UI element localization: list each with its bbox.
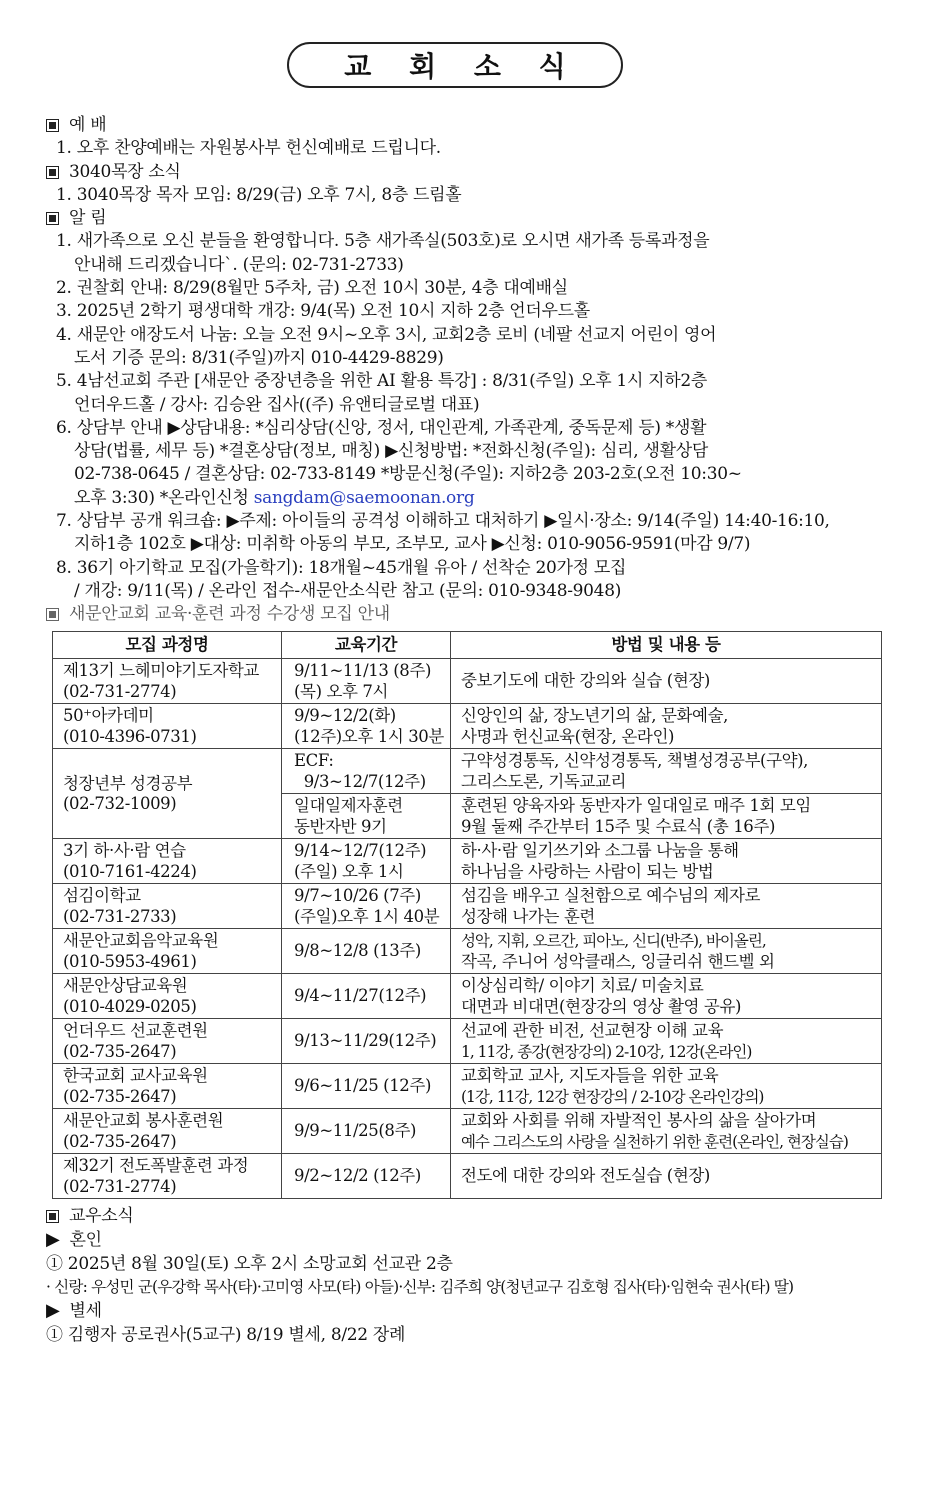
course-content-cell	[450, 704, 881, 749]
course-period-cell	[282, 974, 451, 1019]
course-content-line: 구약성경통독, 신약성경통독, 책별성경공부(구약),	[460, 751, 809, 771]
course-content-line: 교회와 사회를 위해 자발적인 봉사의 삶을 살아가며	[460, 1111, 817, 1131]
course-name-line: (02-735-2647)	[63, 1041, 177, 1061]
course-period-cell	[282, 1064, 451, 1109]
course-content-line: 하나님을 사랑하는 사람이 되는 방법	[460, 861, 714, 881]
course-content-line: (1강, 11강, 12강 현장강의 / 2-10강 온라인강의)	[460, 1087, 764, 1106]
course-period-cell	[282, 884, 451, 929]
course-content-line: 대면과 비대면(현장강의 영상 촬영 공유)	[460, 996, 742, 1016]
course-content-cell	[450, 749, 881, 794]
square-bullet-icon	[46, 119, 59, 132]
course-name-line: 새문안교회음악교육원	[63, 931, 219, 951]
course-content-line: 9월 둘째 주간부터 15주 및 수료식 (총 16주)	[460, 816, 775, 836]
course-name-cell	[53, 1154, 282, 1199]
course-content-line: 훈련된 양육자와 동반자가 일대일로 매주 1회 모임	[460, 796, 811, 816]
notice-list	[46, 230, 896, 486]
course-content-line: 중보기도에 대한 강의와 실습 (현장)	[460, 671, 710, 691]
course-period-line: ECF:	[294, 751, 334, 771]
course-content-line: 선교에 관한 비전, 선교현장 이해 교육	[460, 1021, 724, 1041]
worship-item: 1. 오후 찬양예배는 자원봉사부 헌신예배로 드립니다.	[56, 138, 441, 159]
square-bullet-icon	[46, 166, 59, 179]
section-header-worship: 예 배	[46, 114, 896, 137]
course-period-line: 9/14~12/7(12주)	[294, 841, 427, 861]
course-name-line: (02-735-2647)	[63, 1131, 177, 1151]
notice-line: 상담(법률, 세무 등) *결혼상담(정보, 매칭) ▶신청방법: *전화신청(주일): 심리, 생활상담	[74, 441, 708, 462]
course-content-cell	[450, 884, 881, 929]
notice-line: / 개강: 9/11(목) / 온라인 접수-새문안소식란 참고 (문의: 010-9348-9048)	[74, 580, 622, 601]
course-name-line: 섬김이학교	[63, 886, 141, 906]
course-name-cell	[53, 659, 282, 704]
course-content-line: 그리스도론, 기독교교리	[460, 771, 627, 791]
course-name-line: 50⁺아카데미	[63, 706, 154, 726]
notice-line: 7. 상담부 공개 워크숍: ▶주제: 아이들의 공격성 이해하고 대처하기 ▶일시·장소: 9/14(주일) 14:40-16:10,	[56, 511, 830, 532]
mokjang-item: 1. 3040목장 목자 모임: 8/29(금) 오후 7시, 8층 드림홀	[56, 184, 462, 205]
notice-line: 안내해 드리겠습니다`. (문의: 02-731-2733)	[74, 254, 404, 275]
course-name-line: (02-732-1009)	[63, 794, 177, 814]
triangle-right-icon: ▶	[46, 1300, 60, 1322]
page-title: 교 회 소 식	[344, 50, 580, 83]
table-row	[53, 1064, 882, 1109]
course-name-cell	[53, 1019, 282, 1064]
course-period-line: 9/3~12/7(12주)	[294, 771, 426, 791]
notice-line: 언더우드홀 / 강사: 김승완 집사((주) 유앤티글로벌 대표)	[74, 394, 480, 415]
course-period-line: 9/7~10/26 (7주)	[294, 886, 421, 906]
table-row	[53, 839, 882, 884]
course-period-cell	[282, 929, 451, 974]
course-content-line: 섬김을 배우고 실천함으로 예수님의 제자로	[460, 886, 761, 906]
course-content-line: 성장해 나가는 훈련	[460, 906, 595, 926]
course-period-line: 9/8~12/8 (13주)	[294, 941, 421, 961]
course-name-cell	[53, 974, 282, 1019]
notice-line: 도서 기증 문의: 8/31(주일)까지 010-4429-8829)	[74, 347, 444, 368]
education-table	[52, 631, 882, 1200]
course-name-line: (02-731-2774)	[63, 1176, 177, 1196]
notice-line: 1. 새가족으로 오신 분들을 환영합니다. 5층 새가족실(503호)로 오시면 새가족 등록과정을	[56, 231, 710, 252]
page-title-box	[287, 42, 623, 88]
course-period-line: 9/11~11/13 (8주)	[294, 661, 431, 681]
course-content-line: 작곡, 주니어 성악클래스, 잉글리쉬 핸드벨 외	[460, 951, 775, 971]
table-header-row	[53, 631, 882, 659]
course-period-line: 9/6~11/25 (12주)	[294, 1076, 431, 1096]
course-name-cell	[53, 1064, 282, 1109]
notice-line: 3. 2025년 2학기 평생대학 개강: 9/4(목) 오전 10시 지하 2층 언더우드홀	[56, 301, 590, 322]
course-name-cell	[53, 884, 282, 929]
course-period-cell	[282, 749, 451, 794]
notice-online-line: 오후 3:30) *온라인신청 sangdam@saemoonan.org	[74, 487, 475, 508]
course-content-cell	[450, 1154, 881, 1199]
course-content-cell	[450, 1064, 881, 1109]
square-bullet-icon	[46, 212, 59, 225]
course-name-line: 청장년부 성경공부	[63, 773, 193, 793]
course-period-line: (12주)오후 1시 30분	[294, 726, 444, 746]
table-row	[53, 704, 882, 749]
course-period-line: (목) 오후 7시	[294, 681, 389, 701]
column-header-name: 모집 과정명	[53, 631, 282, 659]
notice-line: 지하1층 102호 ▶대상: 미취학 아동의 부모, 조부모, 교사 ▶신청: 010-9056-9591(마감 9/7)	[74, 534, 751, 555]
notice-line: 5. 4남선교회 주관 [새문안 중장년층을 위한 AI 활용 특강] : 8/31(주일) 오후 1시 지하2층	[56, 371, 708, 392]
course-content-line: 사명과 헌신교육(현장, 온라인)	[460, 726, 675, 746]
course-content-line: 이상심리학/ 이야기 치료/ 미술치료	[460, 976, 704, 996]
course-name-line: 제13기 느헤미야기도자학교	[63, 661, 259, 681]
course-name-line: (02-731-2733)	[63, 906, 177, 926]
course-content-line: 1, 11강, 종강(현장강의) 2-10강, 12강(온라인)	[460, 1042, 752, 1061]
notice-line: 02-738-0645 / 결혼상담: 02-733-8149 *방문신청(주일): 지하2층 203-2호(오전 10:30~	[74, 464, 742, 485]
course-name-line: 3기 하·사·람 연습	[63, 841, 186, 861]
column-header-content: 방법 및 내용 등	[450, 631, 881, 659]
course-name-cell	[53, 929, 282, 974]
course-content-cell	[450, 929, 881, 974]
triangle-right-icon: ▶	[46, 1229, 60, 1251]
wedding-line: · 신랑: 우성민 군(우강학 목사(타)·고미영 사모(타) 아들)·신부: 김주희 양(청년교구 김호형 집사(타)·임현숙 권사(타) 딸)	[46, 1277, 794, 1296]
course-period-line: 9/13~11/29(12주)	[294, 1031, 437, 1051]
course-content-cell	[450, 794, 881, 839]
course-content-cell	[450, 659, 881, 704]
course-name-line: (02-731-2774)	[63, 681, 177, 701]
square-bullet-icon	[46, 608, 59, 621]
section-header-3040: 3040목장 소식	[46, 161, 896, 184]
course-name-line: 언더우드 선교훈련원	[63, 1021, 208, 1041]
course-name-line: 새문안교회 봉사훈련원	[63, 1111, 224, 1131]
course-period-cell	[282, 1019, 451, 1064]
table-row	[53, 1154, 882, 1199]
course-period-cell	[282, 794, 451, 839]
course-period-cell	[282, 1154, 451, 1199]
course-period-line: (주일)오후 1시 40분	[294, 906, 440, 926]
course-period-cell	[282, 1109, 451, 1154]
course-period-line: 동반자반 9기	[294, 816, 387, 836]
section-header-education: 새문안교회 교육·훈련 과정 수강생 모집 안내	[46, 603, 896, 626]
notice-line: 2. 권찰회 안내: 8/29(8월만 5주차, 금) 오전 10시 30분, 4층 대예배실	[56, 278, 568, 299]
course-period-line: (주일) 오후 1시	[294, 861, 404, 881]
course-period-cell	[282, 704, 451, 749]
course-content-line: 교회학교 교사, 지도자들을 위한 교육	[460, 1066, 719, 1086]
death-header: ▶ 별세	[46, 1300, 102, 1322]
wedding-line: ① 2025년 8월 30일(토) 오후 2시 소망교회 선교관 2층	[46, 1253, 453, 1274]
course-content-line: 전도에 대한 강의와 전도실습 (현장)	[460, 1166, 710, 1186]
course-content-line: 신앙인의 삶, 장노년기의 삶, 문화예술,	[460, 706, 728, 726]
course-name-line: 한국교회 교사교육원	[63, 1066, 208, 1086]
course-period-cell	[282, 659, 451, 704]
notice-line: 4. 새문안 애장도서 나눔: 오늘 오전 9시~오후 3시, 교회2층 로비 (네팔 선교지 어린이 영어	[56, 324, 717, 345]
course-content-cell	[450, 1019, 881, 1064]
course-period-line: 일대일제자훈련	[294, 796, 403, 816]
course-period-line: 9/9~11/25(8주)	[294, 1121, 417, 1141]
course-name-line: (010-5953-4961)	[63, 951, 197, 971]
course-name-cell	[53, 1109, 282, 1154]
table-row	[53, 659, 882, 704]
notice-line: 8. 36기 아기학교 모집(가을학기): 18개월~45개월 유아 / 선착순 20가정 모집	[56, 557, 627, 578]
table-row	[53, 884, 882, 929]
course-name-line: (010-7161-4224)	[63, 861, 197, 881]
course-name-cell	[53, 839, 282, 884]
course-content-cell	[450, 974, 881, 1019]
course-period-line: 9/9~12/2(화)	[294, 706, 396, 726]
course-period-line: 9/4~11/27(12주)	[294, 986, 427, 1006]
course-content-cell	[450, 1109, 881, 1154]
column-header-period: 교육기간	[282, 631, 451, 659]
course-period-cell	[282, 839, 451, 884]
section-header-members: 교우소식	[46, 1205, 896, 1228]
course-content-line: 예수 그리스도의 사랑을 실천하기 위한 훈련(온라인, 현장실습)	[460, 1132, 848, 1151]
course-content-line: 하·사·람 일기쓰기와 소그룹 나눔을 통해	[460, 841, 739, 861]
course-name-line: (010-4396-0731)	[63, 726, 197, 746]
table-row	[53, 929, 882, 974]
table-row	[53, 974, 882, 1019]
course-name-cell	[53, 749, 282, 839]
notice-line: 6. 상담부 안내 ▶상담내용: *심리상담(신앙, 정서, 대인관계, 가족관계, 중독문제 등) *생활	[56, 417, 707, 438]
death-line: ① 김행자 공로권사(5교구) 8/19 별세, 8/22 장례	[46, 1324, 406, 1345]
course-content-line: 성악, 지휘, 오르간, 피아노, 신디(반주), 바이올린,	[460, 932, 766, 951]
course-period-line: 9/2~12/2 (12주)	[294, 1166, 421, 1186]
notice-list-2	[46, 510, 896, 603]
table-row	[53, 1019, 882, 1064]
table-row	[53, 749, 882, 794]
course-name-line: 새문안상담교육원	[63, 976, 188, 996]
wedding-header: ▶ 혼인	[46, 1229, 102, 1251]
table-row	[53, 1109, 882, 1154]
course-content-cell	[450, 839, 881, 884]
bulletin-content	[46, 114, 896, 1347]
section-header-notices: 알 림	[46, 207, 896, 230]
course-name-line: (010-4029-0205)	[63, 996, 197, 1016]
email-link[interactable]: sangdam@saemoonan.org	[253, 487, 475, 508]
course-name-line: (02-735-2647)	[63, 1086, 177, 1106]
square-bullet-icon	[46, 1210, 59, 1223]
course-name-line: 제32기 전도폭발훈련 과정	[63, 1156, 249, 1176]
course-name-cell	[53, 704, 282, 749]
